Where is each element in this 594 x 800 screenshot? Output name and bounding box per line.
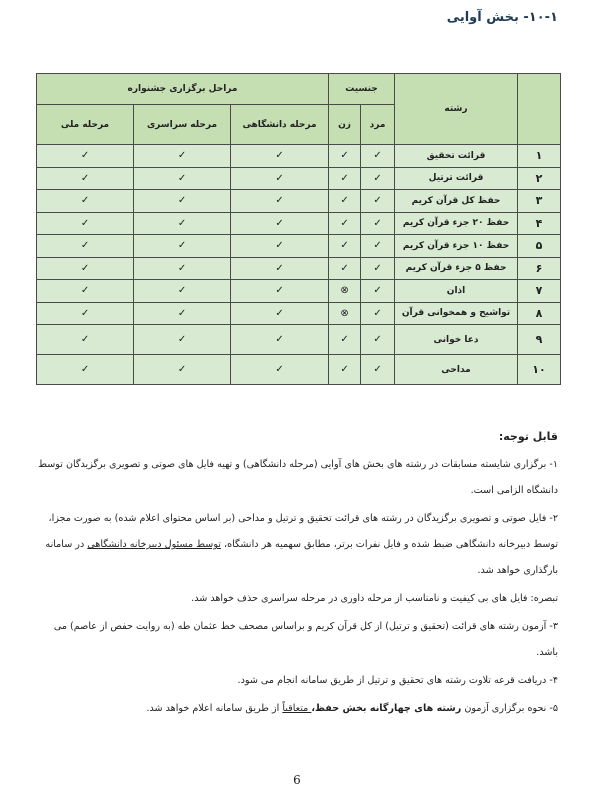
university-cell: ✓ (231, 145, 329, 168)
female-header: زن (329, 105, 361, 145)
table-row (37, 190, 561, 213)
university-cell: ✓ (231, 167, 329, 190)
university-cell: ✓ (231, 212, 329, 235)
row-number-header (518, 74, 561, 145)
female-cell: ✓ (329, 190, 361, 213)
table-row (37, 280, 561, 303)
row-number: ۸ (518, 302, 561, 325)
nationwide-cell: ✓ (134, 235, 231, 258)
male-cell: ✓ (361, 145, 395, 168)
field-name: تواشیح و همخوانی قرآن (395, 302, 518, 325)
university-cell: ✓ (231, 280, 329, 303)
male-cell: ✓ (361, 325, 395, 355)
table-row (37, 325, 561, 355)
national-stage-header: مرحله ملی (37, 105, 134, 145)
note-2-text: ۲- فایل صوتی و تصویری برگزیدگان در رشته های قرائت تحقیق و ترتیل و مداحی (بر اساس محتوای اعلام شده) به صورت مجزا، توسط دبیرخانه دانشگاهی ضبط شده و فایل نفرات برتر، مطابق سهمیه هر دانشگاه، (48, 513, 558, 550)
table-row (37, 302, 561, 325)
university-cell: ✓ (231, 257, 329, 280)
note-1: ۱- برگزاری شایسته مسابقات در رشته های بخش های آوایی (مرحله دانشگاهی) و تهیه فایل های صوتی و تصویری برگزیدگان توسط دانشگاه الزامی است. (38, 459, 558, 496)
row-number: ۳ (518, 190, 561, 213)
notes-heading: قابل توجه: (498, 430, 558, 443)
note-5-text: ۵- نحوه برگزاری آزمون (461, 703, 558, 714)
male-cell: ✓ (361, 355, 395, 385)
university-cell: ✓ (231, 302, 329, 325)
male-header: مرد (361, 105, 395, 145)
field-name: قرائت ترتیل (395, 167, 518, 190)
field-name: حفظ کل قرآن کریم (395, 190, 518, 213)
female-cell: ⊗ (329, 280, 361, 303)
female-cell: ✓ (329, 257, 361, 280)
table-row (37, 235, 561, 258)
gender-header: جنسیت (329, 74, 395, 105)
field-name: حفظ ۵ جزء قرآن کریم (395, 257, 518, 280)
row-number: ۶ (518, 257, 561, 280)
row-number: ۹ (518, 325, 561, 355)
table-row (37, 257, 561, 280)
nationwide-stage-header: مرحله سراسری (134, 105, 231, 145)
row-number: ۱۰ (518, 355, 561, 385)
field-name: حفظ ۲۰ جزء قرآن کریم (395, 212, 518, 235)
stages-header: مراحل برگزاری جشنواره (37, 74, 329, 105)
male-cell: ✓ (361, 167, 395, 190)
female-cell: ✓ (329, 325, 361, 355)
note-2-end: در سامانه بارگذاری خواهد شد. (45, 539, 558, 576)
note-5-bold: رشته های چهارگانه بخش حفظ، (311, 703, 462, 714)
nationwide-cell: ✓ (134, 190, 231, 213)
row-number: ۵ (518, 235, 561, 258)
notes-section (34, 424, 558, 722)
note-3: ۳- آزمون رشته های قرائت (تحقیق و ترتیل) از کل قرآن کریم و براساس مصحف خط عثمان طه (به روایت حفص از عاصم) می باشد. (53, 621, 558, 658)
field-name: مداحی (395, 355, 518, 385)
note-5 (34, 696, 558, 722)
row-number: ۱ (518, 145, 561, 168)
row-number: ۷ (518, 280, 561, 303)
female-cell: ✓ (329, 212, 361, 235)
nationwide-cell: ✓ (134, 302, 231, 325)
field-name: دعا خوانی (395, 325, 518, 355)
nationwide-cell: ✓ (134, 280, 231, 303)
national-cell: ✓ (37, 257, 134, 280)
national-cell: ✓ (37, 145, 134, 168)
field-header: رشته (395, 74, 518, 145)
section-title: ۱۰-۱- بخش آوایی (446, 10, 558, 25)
row-number: ۴ (518, 212, 561, 235)
university-cell: ✓ (231, 235, 329, 258)
national-cell: ✓ (37, 302, 134, 325)
note-tabsare: تبصره: فایل های بی کیفیت و نامناسب از مرحله داوری در مرحله سراسری حذف خواهد شد. (191, 593, 558, 604)
male-cell: ✓ (361, 212, 395, 235)
nationwide-cell: ✓ (134, 325, 231, 355)
note-2 (34, 506, 558, 584)
male-cell: ✓ (361, 190, 395, 213)
university-cell: ✓ (231, 355, 329, 385)
national-cell: ✓ (37, 325, 134, 355)
female-cell: ✓ (329, 235, 361, 258)
female-cell: ✓ (329, 355, 361, 385)
nationwide-cell: ✓ (134, 355, 231, 385)
note-4: ۴- دریافت قرعه تلاوت رشته های تحقیق و ترتیل از طریق سامانه انجام می شود. (237, 675, 558, 686)
male-cell: ✓ (361, 280, 395, 303)
university-stage-header: مرحله دانشگاهی (231, 105, 329, 145)
note-2-underlined: توسط مسئول دبیرخانه دانشگاهی (87, 539, 221, 550)
university-cell: ✓ (231, 325, 329, 355)
national-cell: ✓ (37, 280, 134, 303)
note-5-underlined: متعاقبا (282, 703, 312, 714)
nationwide-cell: ✓ (134, 212, 231, 235)
festival-stages-table (36, 73, 561, 385)
nationwide-cell: ✓ (134, 145, 231, 168)
field-name: قرائت تحقیق (395, 145, 518, 168)
national-cell: ✓ (37, 212, 134, 235)
female-cell: ✓ (329, 145, 361, 168)
university-cell: ✓ (231, 190, 329, 213)
table-row (37, 145, 561, 168)
male-cell: ✓ (361, 257, 395, 280)
national-cell: ✓ (37, 235, 134, 258)
female-cell: ⊗ (329, 302, 361, 325)
row-number: ۲ (518, 167, 561, 190)
male-cell: ✓ (361, 235, 395, 258)
note-5-end: ً از طریق سامانه اعلام خواهد شد. (146, 703, 283, 714)
national-cell: ✓ (37, 167, 134, 190)
female-cell: ✓ (329, 167, 361, 190)
table-row (37, 167, 561, 190)
table-row (37, 355, 561, 385)
page-number: 6 (293, 773, 301, 787)
table-row (37, 212, 561, 235)
nationwide-cell: ✓ (134, 257, 231, 280)
national-cell: ✓ (37, 355, 134, 385)
national-cell: ✓ (37, 190, 134, 213)
field-name: اذان (395, 280, 518, 303)
field-name: حفظ ۱۰ جزء قرآن کریم (395, 235, 518, 258)
nationwide-cell: ✓ (134, 167, 231, 190)
male-cell: ✓ (361, 302, 395, 325)
